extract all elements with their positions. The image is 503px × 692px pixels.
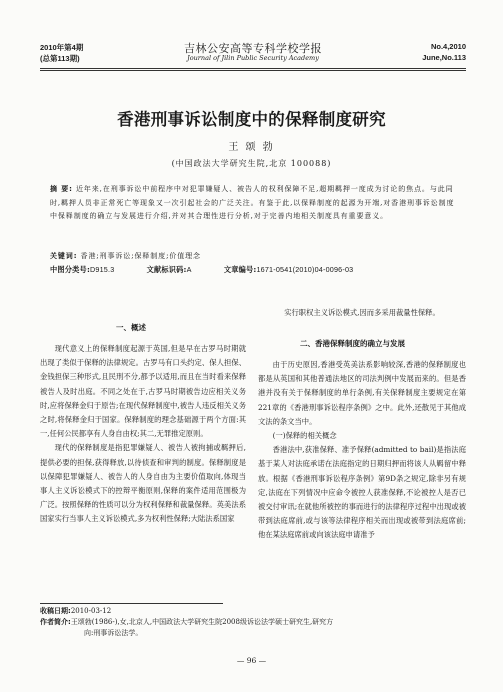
issue-number-english: No.4,2010 bbox=[430, 42, 466, 51]
keywords bbox=[50, 251, 201, 261]
author-bio-label: 作者简介: bbox=[40, 618, 71, 626]
subsection-1-heading: (一)保释的相关概念 bbox=[272, 431, 337, 441]
section-2-heading: 二、香港保释制度的确立与发展 bbox=[300, 339, 405, 348]
footnote-rule bbox=[40, 603, 223, 604]
running-header bbox=[40, 40, 466, 66]
doc-code-value: A bbox=[186, 265, 192, 274]
right-column bbox=[258, 358, 466, 543]
right-paragraph-2: 香港法中,获准保释、准予保释(admitted to bail)是指法庭基于某人对法庭承诺在法庭指定的日期归押而将该人从羁留中释放。根据《香港刑事诉讼程序条例》第9D条之规定,除非另有规定,法庭在下列情况中应命令被控人获准保释,不论被控人是否已被交付审讯;在就他所被控的事而进行的法律程序过程中出现或被带到法庭席前,或与该等法律程序相关而出现或被带到法庭席前;他在某法庭席前或向该法庭申请准予 bbox=[258, 445, 466, 540]
clc-value: D915.3 bbox=[90, 265, 115, 274]
footnote bbox=[40, 606, 466, 639]
author-affiliation: (中国政法大学研究生院,北京 100088) bbox=[171, 159, 332, 168]
article-number-label: 文章编号: bbox=[223, 265, 257, 274]
issue-number: 2010年第4期 bbox=[40, 43, 84, 52]
journal-title-english: Journal of Jilin Public Security Academy bbox=[187, 54, 319, 62]
abstract-label: 摘 要: bbox=[50, 185, 73, 193]
page-number: — 96 — bbox=[236, 656, 267, 665]
received-label: 收稿日期: bbox=[40, 607, 71, 615]
keywords-text: 香港;刑事诉讼;保释制度;价值理念 bbox=[80, 252, 201, 260]
issue-date-english: June,No.113 bbox=[422, 53, 466, 62]
section-1-heading: 一、概述 bbox=[116, 323, 146, 332]
author-bio: 王颂勃(1986-),女,北京人,中国政法大学研究生院2008级诉讼法学硕士研究生,研究方 bbox=[70, 618, 334, 626]
author-name: 王 颂 勃 bbox=[228, 142, 275, 153]
header-rule-top bbox=[40, 68, 466, 69]
left-column bbox=[40, 342, 246, 527]
left-paragraph-1: 现代意义上的保释制度起源于英国,但是早在古罗马时期就出现了类似于保释的法律规定。古罗马有口头约定、保人担保、金钱担保三种形式,且民刑不分,都予以适用,而且在当时看来保释被告人及时出庭。不同之处在于,古罗马时期被告边应相关义务时,应将保释金归于原告;在现代保释制度中,被告人违反相关义务之时,将保释金归于国家。保释制度的理念基础源于两个方面:其一,任何公民都享有人身自由权;其二,无罪推定原则。 bbox=[40, 344, 246, 439]
right-column-intro-line: 实行职权主义诉讼模式,因而多采用裁量性保释。 bbox=[284, 308, 440, 317]
journal-title: 吉林公安高等专科学校学报 bbox=[184, 42, 322, 55]
right-paragraph-1: 由于历史原因,香港受英美法系影响较深,香港的保释制度也都是从英国和其他普通法地区的司法判例中发展而来的。但是香港并没有关于保释制度的单行条例,有关保释制度主要规定在第221章的《香港刑事诉讼程序条例》之中。此外,还散见于其他成文法的条文当中。 bbox=[258, 360, 466, 426]
abstract-text: 近年来,在刑事诉讼中前程序中对犯罪嫌疑人、被告人的权利保障不足,超期羁押一度成为讨论的焦点。与此同时,羁押人员非正常死亡等现象又一次引起社会的广泛关注。有鉴于此,以保释制度的起源为开端,对香港刑事诉讼制度中保释制度的确立与发展进行介绍,并对其合理性进行分析,对于完善内地相关制度具有重要意义。 bbox=[50, 185, 455, 221]
article-title: 香港刑事诉讼制度中的保释制度研究 bbox=[117, 110, 386, 129]
author-bio-continued: 向:刑事诉讼法学。 bbox=[84, 629, 143, 637]
received-date: 2010-03-12 bbox=[70, 607, 112, 615]
doc-code-label: 文献标识码: bbox=[146, 265, 187, 274]
classification-line bbox=[50, 265, 383, 275]
header-rule-bottom bbox=[40, 70, 466, 71]
article-number-value: 1671-0541(2010)04-0096-03 bbox=[256, 265, 354, 274]
keywords-label: 关键词: bbox=[50, 252, 78, 260]
abstract bbox=[50, 183, 460, 224]
total-issue-number: (总第113期) bbox=[40, 54, 80, 63]
left-paragraph-2: 现代的保释制度是指犯罪嫌疑人、被告人被拘捕或羁押后,提供必要的担保,获得释放,以待侦查和审判的制度。保释制度是以保障犯罪嫌疑人、被告人的人身自由为主要价值取向,体现当事人主义诉讼模式下的控辩平衡原则,保释的案件适用范围极为广泛。按照保释的性质可以分为权利保释和裁量保释。英美法系国家实行当事人主义诉讼模式,多为权利性保释;大陆法系国家 bbox=[40, 443, 246, 524]
clc-label: 中图分类号: bbox=[50, 265, 91, 274]
